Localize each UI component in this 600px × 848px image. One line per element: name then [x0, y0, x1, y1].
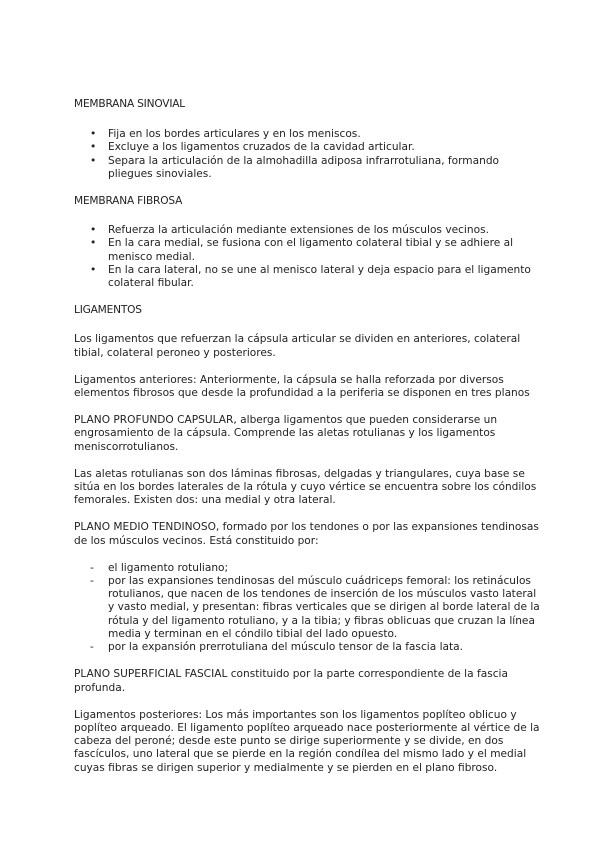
heading-membrana-fibrosa: MEMBRANA FIBROSA: [74, 195, 183, 208]
list-item: • Fija en los bordes articulares y en los meniscos.: [74, 128, 540, 141]
list-item: • Refuerza la articulación mediante extensiones de los músculos vecinos.: [74, 224, 540, 237]
heading-ligamentos: LIGAMENTOS: [74, 304, 142, 317]
paragraph-plano-profundo: PLANO PROFUNDO CAPSULAR, alberga ligamentos que pueden considerarse un engrosamiento de la cápsula. Comprende las aletas rotulianas y los ligamentos meniscorrotulianos.: [74, 414, 498, 453]
list-item: • En la cara medial, se fusiona con el ligamento colateral tibial y se adhiere al menisco medial.: [74, 237, 540, 263]
list-item: - por las expansiones tendinosas del músculo cuádriceps femoral: los retináculos rotulianos, que nacen de los tendones de inserción de los músculos vasto lateral y vasto medial, y presentan: fibras verticales que se dirigen al borde lateral de la rótula y del ligamento rotuliano, y a la tibia; y fibras oblicuas que cruzan la línea media y terminan en el cóndilo tibial del lado opuesto.: [74, 575, 540, 641]
paragraph-plano-superficial: PLANO SUPERFICIAL FASCIAL constituido por la parte correspondiente de la fascia profunda.: [74, 668, 508, 694]
list-item: - el ligamento rotuliano;: [74, 562, 540, 575]
paragraph-plano-medio: PLANO MEDIO TENDINOSO, formado por los tendones o por las expansiones tendinosas de los músculos vecinos. Está constituido por:: [74, 521, 539, 547]
paragraph-aletas-rotulianas: Las aletas rotulianas son dos láminas fibrosas, delgadas y triangulares, cuya base se sitúa en los bordes laterales de la rótula y cuyo vértice se encuentra sobre los cóndilos femorales. Existen dos: una medial y otra lateral.: [74, 467, 537, 507]
list-item: • Separa la articulación de la almohadilla adiposa infrarrotuliana, formando pliegues sinoviales.: [74, 155, 540, 181]
heading-membrana-sinovial: MEMBRANA SINOVIAL: [74, 98, 186, 110]
document-page: [74, 98, 540, 789]
list-item: • Excluye a los ligamentos cruzados de la cavidad articular.: [74, 141, 540, 154]
paragraph-ligamentos-anteriores: Ligamentos anteriores: Anteriormente, la cápsula se halla reforzada por diversos elementos fibrosos que desde la profundidad a la periferia se disponen en tres planos: [74, 373, 530, 400]
list-item: - por la expansión prerrotuliana del músculo tensor de la fascia lata.: [74, 641, 540, 654]
paragraph-ligamentos-intro: Los ligamentos que refuerzan la cápsula articular se dividen en anteriores, colateral tibial, colateral peroneo y posteriores.: [74, 333, 521, 359]
list-membrana-fibrosa: [74, 224, 540, 290]
paragraph-ligamentos-posteriores: Ligamentos posteriores: Los más importantes son los ligamentos poplíteo oblicuo y poplíteo arqueado. El ligamento poplíteo arqueado nace posteriormente al vértice de la cabeza del peroné; desde este punto se dirige superiormente y se divide, en dos fascículos, uno lateral que se pierde en la región condílea del mismo lado y el medial cuyas fibras se dirigen superior y medialmente y se pierden en el plano fibroso.: [74, 708, 540, 774]
list-plano-medio: [74, 562, 540, 654]
list-membrana-sinovial: [74, 128, 540, 181]
list-item: • En la cara lateral, no se une al menisco lateral y deja espacio para el ligamento colateral fibular.: [74, 264, 540, 290]
